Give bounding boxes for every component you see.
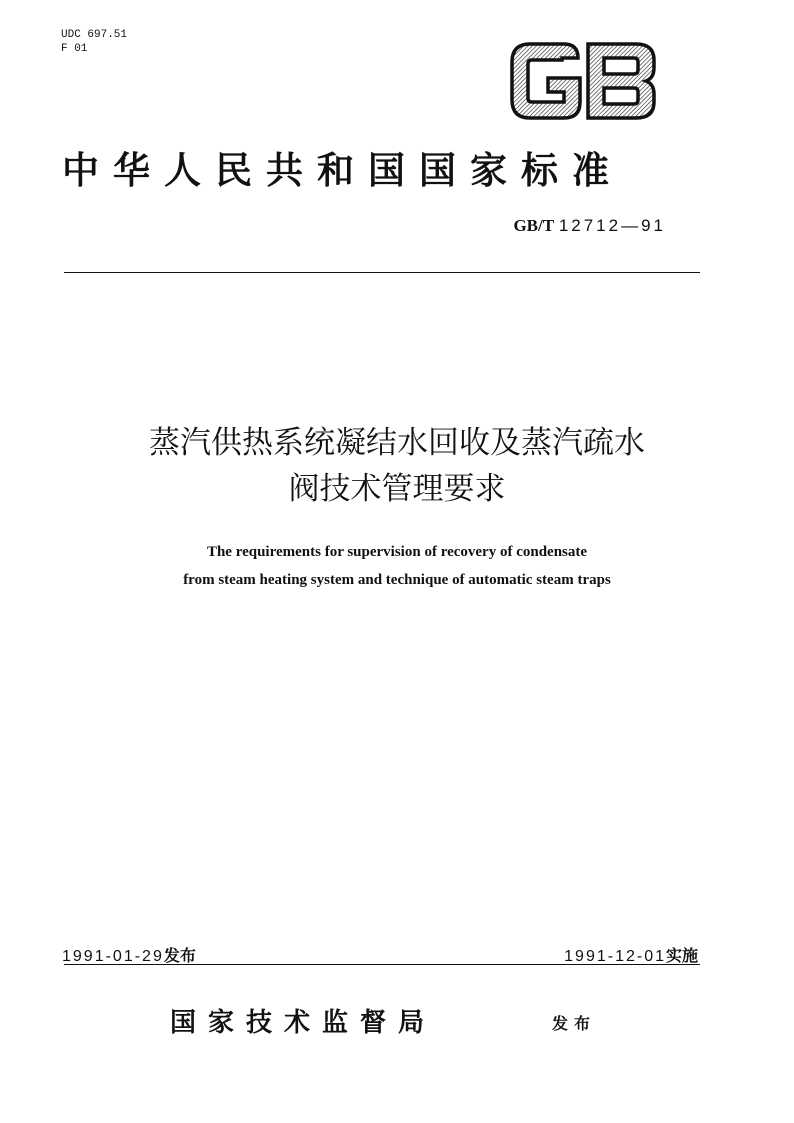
classification-code: F 01 xyxy=(61,43,88,55)
document-title-en xyxy=(40,538,754,594)
title-cn-line-1: 蒸汽供热系统凝结水回收及蒸汽疏水 xyxy=(149,425,645,461)
udc-code-block xyxy=(61,28,127,56)
issue-label: 发布 xyxy=(163,946,196,965)
standard-code: 12712—91 xyxy=(558,216,666,235)
bottom-divider xyxy=(64,964,700,965)
implementation-date xyxy=(564,943,698,966)
standard-prefix: GB/T xyxy=(513,216,555,235)
title-cn-line-2: 阀技术管理要求 xyxy=(288,471,506,507)
national-standard-title: 中华人民共和国国家标准 xyxy=(62,148,623,192)
standard-number xyxy=(513,216,666,236)
gb-logo xyxy=(508,40,658,122)
udc-code: UDC 697.51 xyxy=(61,29,128,41)
issuing-authority: 国家技术监督局 xyxy=(170,1008,437,1038)
title-en-line-2: from steam heating system and technique of automatic steam traps xyxy=(183,572,611,588)
implementation-label: 实施 xyxy=(665,946,698,965)
issue-date-value: 1991-01-29 xyxy=(62,948,164,965)
top-divider xyxy=(64,272,700,273)
implementation-date-value: 1991-12-01 xyxy=(564,948,666,965)
release-label: 发布 xyxy=(552,1014,597,1033)
issue-date xyxy=(62,943,196,966)
title-en-line-1: The requirements for supervision of recovery of condensate xyxy=(206,544,588,560)
document-title-cn xyxy=(60,420,734,512)
